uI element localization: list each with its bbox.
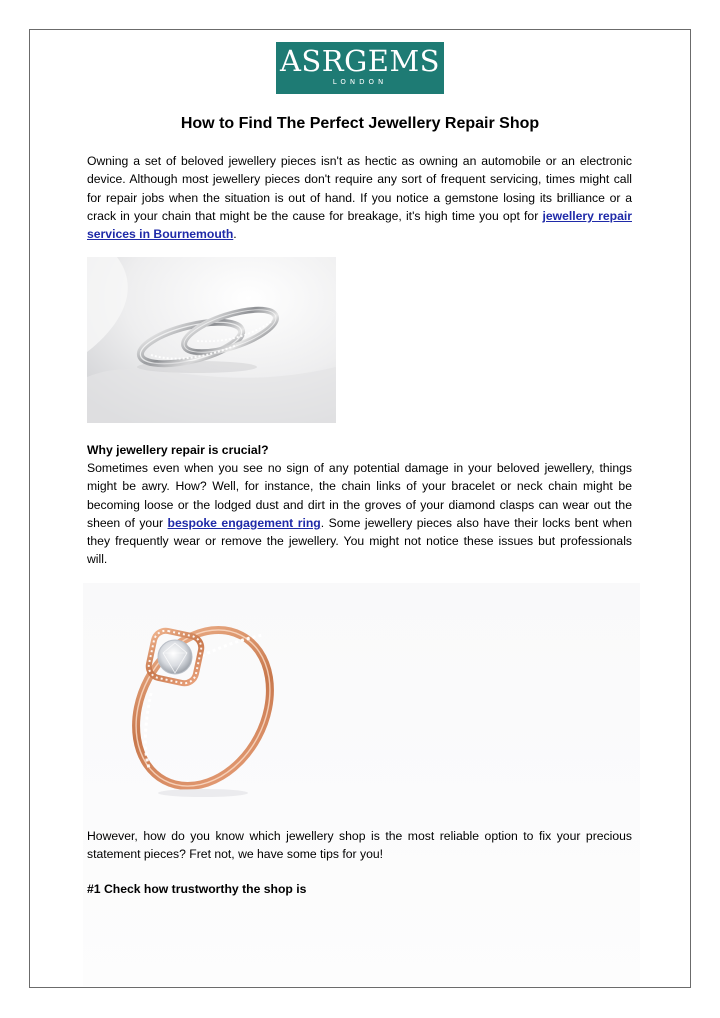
logo-subtitle: LONDON <box>332 78 388 86</box>
rose-gold-ring-photo <box>83 583 640 816</box>
section-heading-why-repair: Why jewellery repair is crucial? <box>87 443 269 457</box>
logo-wordmark: ASRGEMS <box>279 44 441 78</box>
silver-rings-photo <box>87 257 336 423</box>
tips-intro-paragraph: However, how do you know which jewellery shop is the most reliable option to fix your precious statement pieces? Fret not, we have some tips for you! <box>87 829 632 862</box>
jewellery-repair-link[interactable]: jewellery repair services in Bournemouth <box>87 208 632 242</box>
why-repair-text-end: . Some jewellery pieces also have their locks bent when they frequently wear or remove the jewellery. You might not notice these issues but professionals will. <box>87 515 632 567</box>
brand-logo[interactable] <box>276 42 444 94</box>
section-heading-trustworthy: #1 Check how trustworthy the shop is <box>87 882 307 896</box>
intro-text-end: . <box>233 227 237 242</box>
page-title: How to Find The Perfect Jewellery Repair Shop <box>180 115 540 132</box>
why-repair-paragraph <box>87 459 632 569</box>
why-repair-text: Sometimes even when you see no sign of any potential damage in your beloved jewellery, things might be awry. How? Well, for instance, the chain links of your bracelet or neck chain might be becoming loose or the lodged dust and dirt in the groves of your diamond clasps can wear out the sheen of your <box>87 461 632 530</box>
intro-paragraph <box>87 152 632 243</box>
intro-text: Owning a set of beloved jewellery pieces isn't as hectic as owning an automobile or an electronic device. Although most jewellery pieces don't require any sort of frequent servicing, times might call for repair jobs when the situation is out of hand. If you notice a gemstone losing its brilliance or a crack in your chain that might be the cause for breakage, it's high time you opt for <box>87 154 632 223</box>
bespoke-engagement-ring-link[interactable]: bespoke engagement ring <box>167 515 321 530</box>
